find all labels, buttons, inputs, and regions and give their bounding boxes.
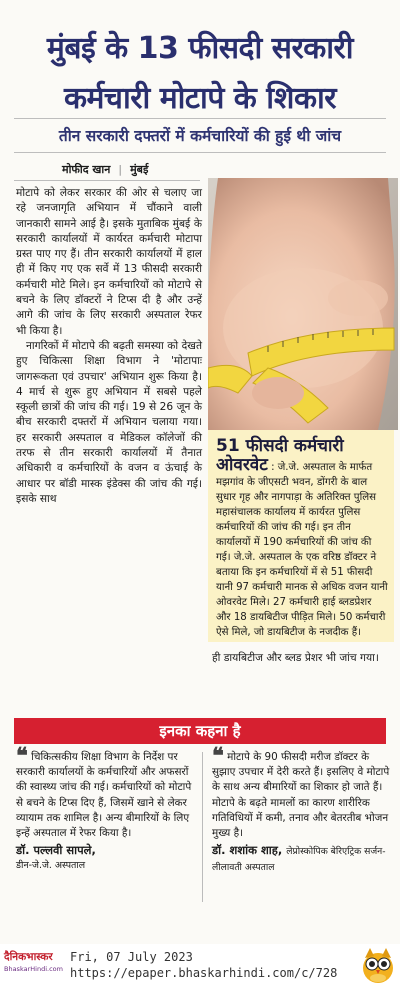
quote-mark-icon: ❝ xyxy=(16,743,28,769)
headline-line-1: मुंबई के 13 फीसदी सरकारी xyxy=(46,31,354,66)
bhaskar-logo xyxy=(4,950,64,980)
footer-url[interactable]: https://epaper.bhaskarhindi.com/c/728 xyxy=(70,966,338,980)
quote-2-role: लेप्रोस्कोपिक बेरिएट्रिक सर्जन-लीलावती अस्पताल xyxy=(212,846,386,874)
logo-main-text: दैनिकभास्कर xyxy=(4,951,53,963)
column-2-continuation: ही डायबिटीज और ब्लड प्रेशर भी जांच गया। xyxy=(212,652,379,664)
quote-1-text xyxy=(16,743,196,841)
highlight-box-text: : जे.जे. अस्पताल के मार्फत मझगांव के जीएसटी भवन, डोंगरी के बाल सुधार गृह और नागपाड़ा के अतिरिक्त पुलिस महासंचालक कार्यालय में कार्यरत पुलिस कर्मचारियों की जांच की गई। इन तीन कार्यालयों में 190 कर्मचारियों की जांच की गई। जे.जे. अस्पताल के एक वरिष्ठ डॉक्टर ने बताया कि इन कर्मचारियों में से 51 फीसदी यानी 97 कर्मचारी मानक से अधिक वजन यानी ओवरवेट मिले। 27 कर्मचारी हाई ब्लडप्रेशर और 18 डायबिटीज पीड़ित मिले। 50 कर्मचारी ऐसे मिले, जो डायबिटीज के नजदीक हैं। xyxy=(216,462,388,638)
highlight-box xyxy=(208,430,394,642)
byline-separator: | xyxy=(118,163,123,176)
owl-mascot-icon xyxy=(360,944,396,984)
quote-mark-icon: ❝ xyxy=(212,743,224,769)
photo-illustration xyxy=(208,178,398,430)
quote-2-name xyxy=(212,843,392,875)
subhead-top-rule xyxy=(14,118,386,119)
quote-1-role: डीन-जे.जे. अस्पताल xyxy=(16,860,86,872)
opinion-banner: इनका कहना है xyxy=(14,718,386,744)
logo-sub-text: BhaskarHindi.com xyxy=(4,965,63,973)
waist-measuring-tape-photo xyxy=(208,178,398,430)
byline-rule xyxy=(14,180,200,181)
subheadline: तीन सरकारी दफ्तरों में कर्मचारियों की हुई थी जांच xyxy=(58,127,342,145)
quote-2-text xyxy=(212,743,392,841)
article-body-column-1 xyxy=(16,186,202,507)
quote-divider xyxy=(202,752,203,902)
subhead-bottom-rule xyxy=(14,152,386,153)
quote-block-1 xyxy=(16,743,196,874)
quote-block-2 xyxy=(212,743,392,876)
paragraph-1: मोटापे को लेकर सरकार की ओर से चलाए जा रहे जनजागृति अभियान में चौंकाने वाली जानकारी सामने आई है। इसके मुताबिक मुंबई के सरकारी कार्यालयों में कार्यरत कर्मचारी मोटापा ग्रस्त पाए गए हैं। तीन सरकारी कार्यालयों में हाल ही में किए गए एक सर्वे में 13 फीसदी सरकारी कर्मचारी मोटे मिले। इन कर्मचारियों को मोटापे से बचने के लिए डॉक्टरों ने टिप्स दी है और उन्हें आगे की जांच के लिए सरकारी अस्पताल रेफर भी किया है। xyxy=(16,187,202,337)
quote-2-name-text: डॉ. शशांक शाह, xyxy=(212,843,283,858)
byline xyxy=(62,162,148,177)
headline xyxy=(6,24,394,124)
byline-city: मुंबई xyxy=(130,163,149,176)
byline-author: मोफीद खान xyxy=(62,163,111,176)
highlight-box-body xyxy=(216,455,388,640)
quote-2-body: मोटापे के 90 फीसदी मरीज डॉक्टर के सुझाए उपचार में देरी करते हैं। इसलिए वे मोटापे के साथ अन्य बीमारियों का शिकार हो जाते हैं। मोटापे के बढ़ते मामलों का कारण शारीरिक गतिविधियों में कमी, तनाव और बेतरतीब भोजन मुख्य है। xyxy=(212,751,390,840)
quote-1-body: चिकित्सकीय शिक्षा विभाग के निर्देश पर सरकारी कार्यालयों के कर्मचारियों और अफसरों की स्वास्थ्य जांच की गई। कर्मचारियों को मोटापे से बचने के टिप्स दिए हैं, जिसमें खाने से लेकर व्यायाम तक शामिल है। अन्य बीमारियों के लिए इन्हें अस्पताल में रेफर किया है। xyxy=(16,751,192,840)
headline-line-2: कर्मचारी मोटापे के शिकार xyxy=(63,81,337,116)
highlight-box-lead: ओवरवेट xyxy=(216,455,268,475)
footer-date: Fri, 07 July 2023 xyxy=(70,950,193,964)
paragraph-2: नागरिकों में मोटापे की बढ़ती समस्या को देखते हुए चिकित्सा शिक्षा विभाग ने 'मोटापाः जागरूकता एवं उपचार' अभियान शुरू किया है। 4 मार्च से शुरू हुए अभियान में सबसे पहले स्कूली छात्रों की जांच की गई। 19 से 26 जून के बीच सरकारी दफ्तरों में अभियान चलाया गया। हर सरकारी अस्पताल व मेडिकल कॉलेजों की तरफ से तीन सरकारी कार्यालयों में तैनात अधिकारी व कर्मचारियों के वजन व ऊंचाई के आधार पर बॉडी मास्क इंडेक्स की जांच की गई। इसके साथ xyxy=(16,339,202,505)
highlight-box-heading: 51 फीसदी कर्मचारी xyxy=(216,436,344,456)
quote-1-name: डॉ. पल्लवी सापले, xyxy=(16,843,96,858)
